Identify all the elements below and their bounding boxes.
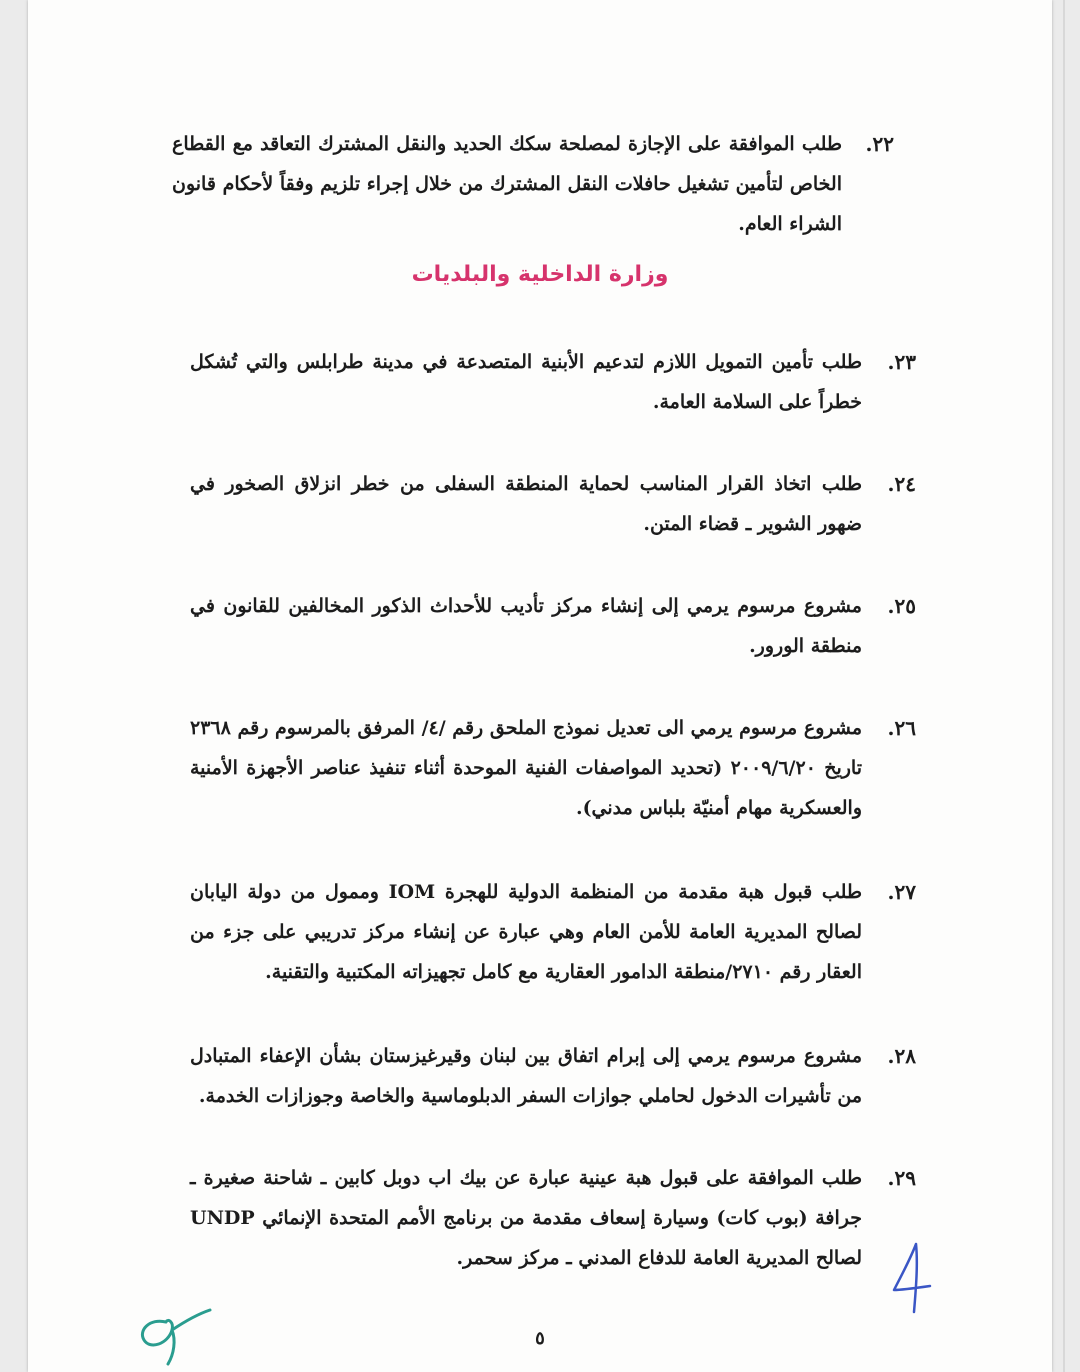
page-number: ٥ — [535, 1328, 545, 1349]
item-text: طلب الموافقة على الإجازة لمصلحة سكك الحديد والنقل المشترك التعاقد مع القطاع الخاص لتأمين تشغيل حافلات النقل المشترك من خلال إجراء تلزيم وفقاً لأحكام قانون الشراء العام. — [172, 133, 842, 235]
document-content — [28, 0, 1052, 1372]
handwritten-number-mark — [886, 1238, 936, 1318]
item-text: طلب اتخاذ القرار المناسب لحماية المنطقة السفلى من خطر انزلاق الصخور في ضهور الشوير ـ قضاء المتن. — [190, 473, 862, 535]
section-heading: وزارة الداخلية والبلديات — [411, 262, 669, 287]
item-number: ٢٨. — [887, 1044, 916, 1068]
item-text: مشروع مرسوم يرمي إلى إنشاء مركز تأديب للأحداث الذكور المخالفين للقانون في منطقة الورور. — [190, 595, 862, 657]
item-text: مشروع مرسوم يرمي إلى إبرام اتفاق بين لبنان وقيرغيزستان بشأن الإعفاء المتبادل من تأشيرات الدخول لحاملي جوازات السفر الدبلوماسية والخاصة وجوزازات الخدمة. — [190, 1045, 862, 1107]
item-text: طلب تأمين التمويل اللازم لتدعيم الأبنية المتصدعة في مدينة طرابلس والتي تُشكل خطراً على السلامة العامة. — [190, 351, 862, 413]
handwritten-initials-signature — [128, 1300, 218, 1370]
item-text: مشروع مرسوم يرمي الى تعديل نموذج الملحق رقم /٤/ المرفق بالمرسوم رقم ٢٣٦٨ تاريخ ٢٠٠٩/٦/٢٠ (تحديد المواصفات الفنية الموحدة أثناء تنفيذ عناصر الأجهزة الأمنية والعسكرية مهام أمنيّة بلباس مدني). — [190, 717, 863, 819]
document-page — [28, 0, 1052, 1372]
item-number: ٢٥. — [887, 594, 916, 618]
page-edge-divider — [1063, 0, 1065, 1372]
item-text: طلب قبول هبة مقدمة من المنظمة الدولية للهجرة IOM وممول من دولة اليابان لصالح المديرية العامة للأمن العام وهي عبارة عن إنشاء مركز تدريبي على جزء من العقار رقم ٢٧١٠/منطقة الدامور العقارية مع كامل تجهيزاته المكتبية والتقنية. — [190, 881, 862, 983]
item-number: ٢٤. — [887, 472, 916, 496]
item-number: ٢٩. — [887, 1166, 916, 1190]
item-text: طلب الموافقة على قبول هبة عينية عبارة عن بيك اب دوبل كابين ـ شاحنة صغيرة ـ جرافة (بوب كات) وسيارة إسعاف مقدمة من برنامج الأمم المتحدة الإنمائي UNDP لصالح المديرية العامة للدفاع المدني ـ مركز سحمر. — [190, 1167, 862, 1269]
item-number: ٢٢. — [865, 132, 894, 156]
item-number: ٢٣. — [887, 350, 916, 374]
item-number: ٢٧. — [887, 880, 916, 904]
item-number: ٢٦. — [887, 716, 916, 740]
